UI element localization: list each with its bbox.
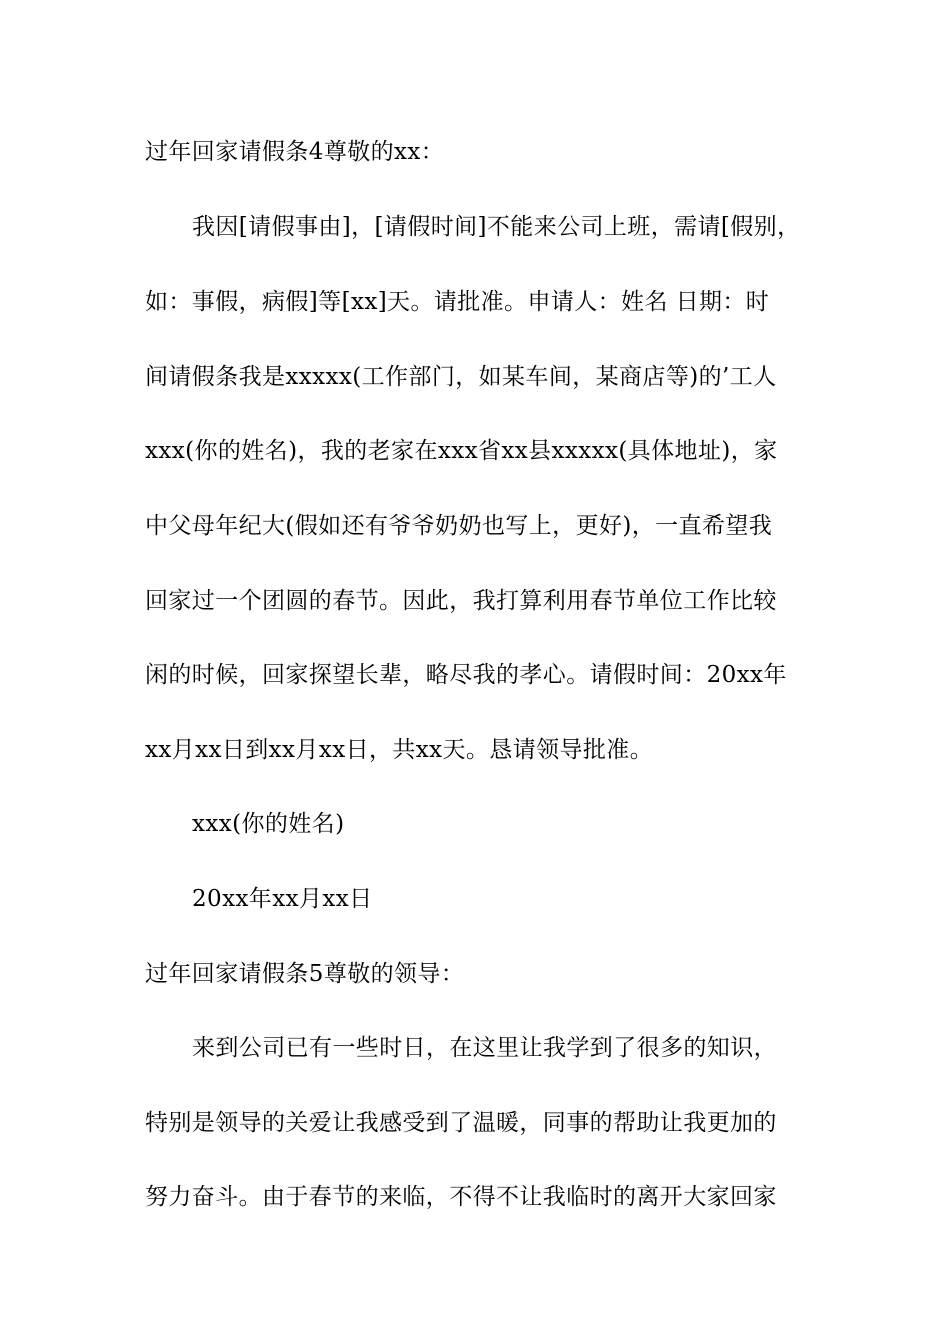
text-line: 闲的时候，回家探望长辈，略尽我的孝心。请假时间：20xx年: [145, 662, 787, 688]
text-line: 努力奋斗。由于春节的来临，不得不让我临时的离开大家回家: [145, 1184, 777, 1210]
text-line: xxx(你的姓名)，我的老家在xxx省xx县xxxxx(具体地址)，家: [145, 438, 778, 464]
text-line: 如：事假，病假]等[xx]天。请批准。申请人：姓名 日期：时: [145, 289, 770, 315]
text-line: 中父母年纪大(假如还有爷爷奶奶也写上，更好)，一直希望我: [145, 513, 773, 539]
text-line: 我因[请假事由]，[请假时间]不能来公司上班，需请[假别，: [192, 214, 801, 240]
text-line: 特别是领导的关爱让我感受到了温暖，同事的帮助让我更加的: [145, 1110, 777, 1136]
letter-5-heading: 过年回家请假条5尊敬的领导：: [145, 961, 465, 987]
text-line: xx月xx日到xx月xx日，共xx天。恳请领导批准。: [145, 737, 654, 763]
letter-4-heading: 过年回家请假条4尊敬的xx：: [145, 139, 445, 165]
text-line: 间请假条我是xxxxx(工作部门，如某车间，某商店等)的’工人: [145, 364, 777, 390]
text-line: 来到公司已有一些时日，在这里让我学到了很多的知识，: [192, 1035, 777, 1061]
signature-date: 20xx年xx月xx日: [192, 886, 373, 912]
signature-name: xxx(你的姓名): [192, 811, 345, 837]
text-line: 回家过一个团圆的春节。因此，我打算利用春节单位工作比较: [145, 588, 777, 614]
